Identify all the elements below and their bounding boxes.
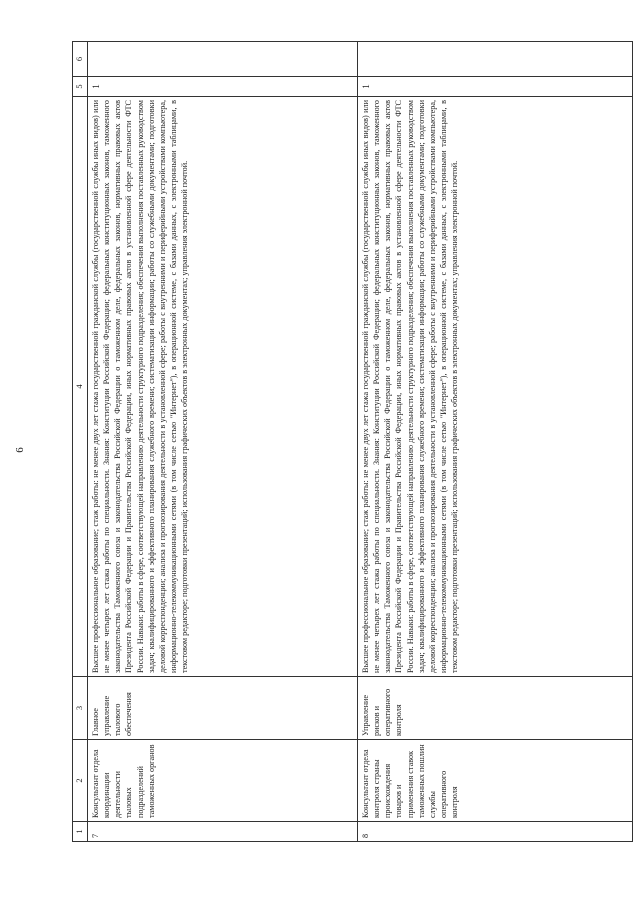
column-number: 5 xyxy=(73,77,88,97)
qualification-requirements: Высшее профессиональное образование; стаж работы: не менее двух лет стажа государственной гражданской службы (государственной службы иных видов) или не менее четырех лет стажа работы по специальности. Знания: Конституции Российской Федерации; федеральных конституционных законов, таможенного законодательства Таможенного союза и законодательства Российской Федерации о таможенном деле, федеральных законов, нормативных правовых актов Президента Российской Федерации и Правительства Российской Федерации, иных нормативных правовых актов в установленной сфере деятельности ФТС России. Навыки: работы в сфере, соответствующей направлению деятельности структурного подразделения; обеспечения выполнения поставленных руководством задач; квалифицированного и эффективного планирования служебного времени; систематизации информации; работы со служебными документами; подготовки деловой корреспонденции; анализа и прогнозирования деятельности в установленной сфере; работы с внутренними и периферийными устройствами компьютера, информационно-телекоммуникационными сетями (в том числе сетью "Интернет"), в операционной системе, с базами данных, с электронными таблицами, в текстовом редакторе; подготовки презентаций; использования графических объектов в электронных документах; управления электронной почтой. xyxy=(88,97,358,677)
department-name: Главное управление тылового обеспечения xyxy=(88,677,358,740)
position-title: Консультант отдела контроля страны происхождения товаров и применения ставок таможенных пошлин службы оперативного контроля xyxy=(358,740,633,822)
notes-cell xyxy=(88,42,358,77)
positions-table xyxy=(72,41,633,842)
table-row xyxy=(358,42,633,842)
position-title: Консультант отдела координации деятельности тыловых подразделений таможенных органов xyxy=(88,740,358,822)
row-number: 7 xyxy=(88,822,358,842)
vacancy-count: 1 xyxy=(88,77,358,97)
table-row xyxy=(88,42,358,842)
column-number: 6 xyxy=(73,42,88,77)
department-name: Управление рисков и оперативного контроля xyxy=(358,677,633,740)
page-number: 6 xyxy=(14,447,26,453)
qualification-requirements: Высшее профессиональное образование; стаж работы: не менее двух лет стажа государственной гражданской службы (государственной службы иных видов) или не менее четырех лет стажа работы по специальности. Знания: Конституции Российской Федерации; федеральных конституционных законов, таможенного законодательства Таможенного союза и законодательства Российской Федерации о таможенном деле, федеральных законов, нормативных правовых актов Президента Российской Федерации и Правительства Российской Федерации, иных нормативных правовых актов в установленной сфере деятельности ФТС России. Навыки: работы в сфере, соответствующей направлению деятельности структурного подразделения; обеспечения выполнения поставленных руководством задач; квалифицированного и эффективного планирования служебного времени; систематизации информации; работы со служебными документами; подготовки деловой корреспонденции; анализа и прогнозирования деятельности в установленной сфере; работы с внутренними и периферийными устройствами компьютера, информационно-телекоммуникационными сетями (в том числе сетью "Интернет"), в операционной системе, с базами данных, с электронными таблицами, в текстовом редакторе; подготовки презентаций; использования графических объектов в электронных документах; управления электронной почтой. xyxy=(358,97,633,677)
column-number-row xyxy=(73,42,88,842)
column-number: 2 xyxy=(73,740,88,822)
row-number: 8 xyxy=(358,822,633,842)
vacancy-count: 1 xyxy=(358,77,633,97)
column-number: 1 xyxy=(73,822,88,842)
column-number: 4 xyxy=(73,97,88,677)
column-number: 3 xyxy=(73,677,88,740)
notes-cell xyxy=(358,42,633,77)
